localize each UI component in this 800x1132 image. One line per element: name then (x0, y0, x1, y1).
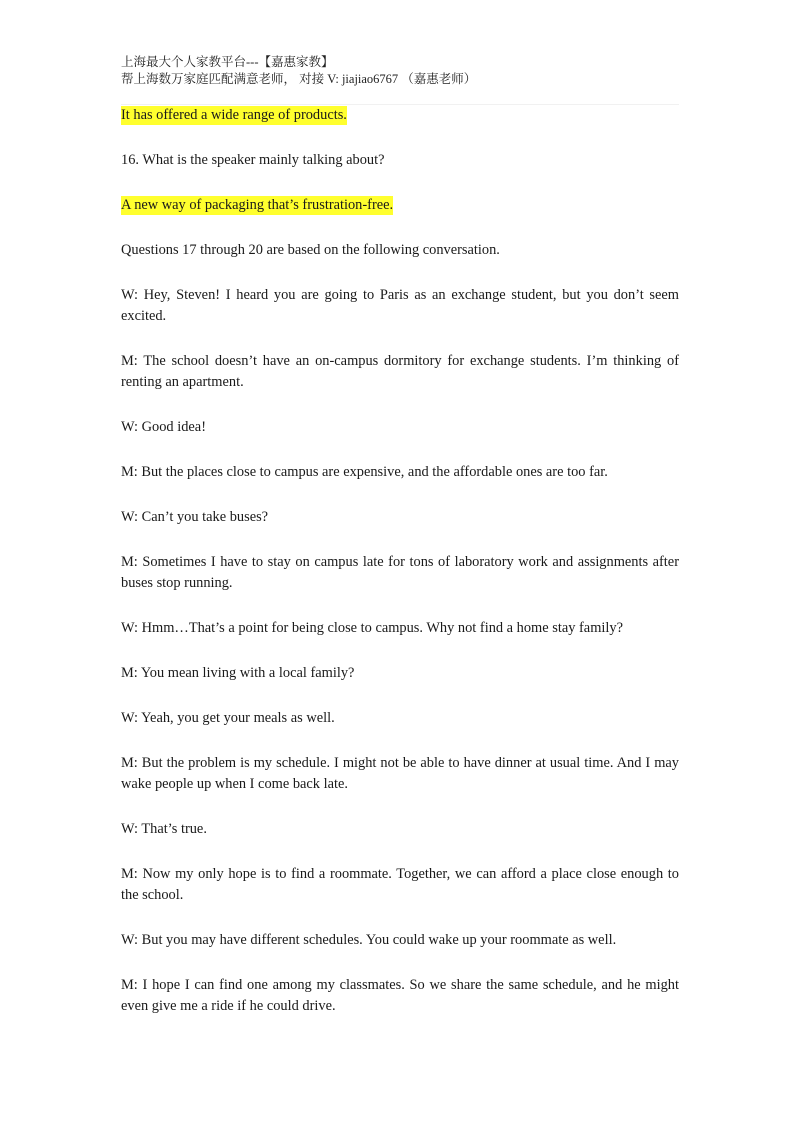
header-title: 上海最大个人家教平台---【嘉惠家教】 (121, 55, 334, 69)
question-16: 16. What is the speaker mainly talking about? (121, 152, 385, 168)
dialogue-line: M: Sometimes I have to stay on campus late for tons of laboratory work and assignments after buses stop running. (121, 554, 679, 591)
dialogue-line: W: Can’t you take buses? (121, 509, 269, 525)
dialogue-line: M: Now my only hope is to find a roommate. Together, we can afford a place close enough to the school. (121, 866, 679, 903)
dialogue-line: M: I hope I can find one among my classmates. So we share the same schedule, and he might even give me a ride if he could drive. (121, 977, 679, 1014)
dialogue-line: W: Hey, Steven! I heard you are going to Paris as an exchange student, but you don’t seem excited. (121, 287, 679, 324)
document-body (121, 105, 679, 1041)
header-contact: 帮上海数万家庭匹配满意老师， 对接 V: jiajiao6767 （嘉惠老师） (121, 72, 477, 86)
dialogue-line: W: Good idea! (121, 419, 206, 435)
section-instruction: Questions 17 through 20 are based on the following conversation. (121, 242, 500, 258)
dialogue-line: W: But you may have different schedules. You could wake up your roommate as well. (121, 932, 617, 948)
dialogue-line: M: The school doesn’t have an on-campus dormitory for exchange students. I’m thinking of renting an apartment. (121, 353, 679, 390)
dialogue-line: M: But the problem is my schedule. I might not be able to have dinner at usual time. And I may wake people up when I come back late. (121, 755, 679, 792)
page-header (121, 54, 476, 88)
answer-highlight-15 (121, 105, 679, 126)
dialogue-line: W: Hmm…That’s a point for being close to campus. Why not find a home stay family? (121, 620, 623, 636)
dialogue-line: M: But the places close to campus are expensive, and the affordable ones are too far. (121, 464, 608, 480)
dialogue-line: W: That’s true. (121, 821, 207, 837)
answer-highlight-16 (121, 195, 679, 216)
highlighted-text: A new way of packaging that’s frustration-free. (121, 197, 394, 213)
highlighted-text: It has offered a wide range of products. (121, 107, 347, 123)
dialogue-line: W: Yeah, you get your meals as well. (121, 710, 335, 726)
dialogue-line: M: You mean living with a local family? (121, 665, 355, 681)
